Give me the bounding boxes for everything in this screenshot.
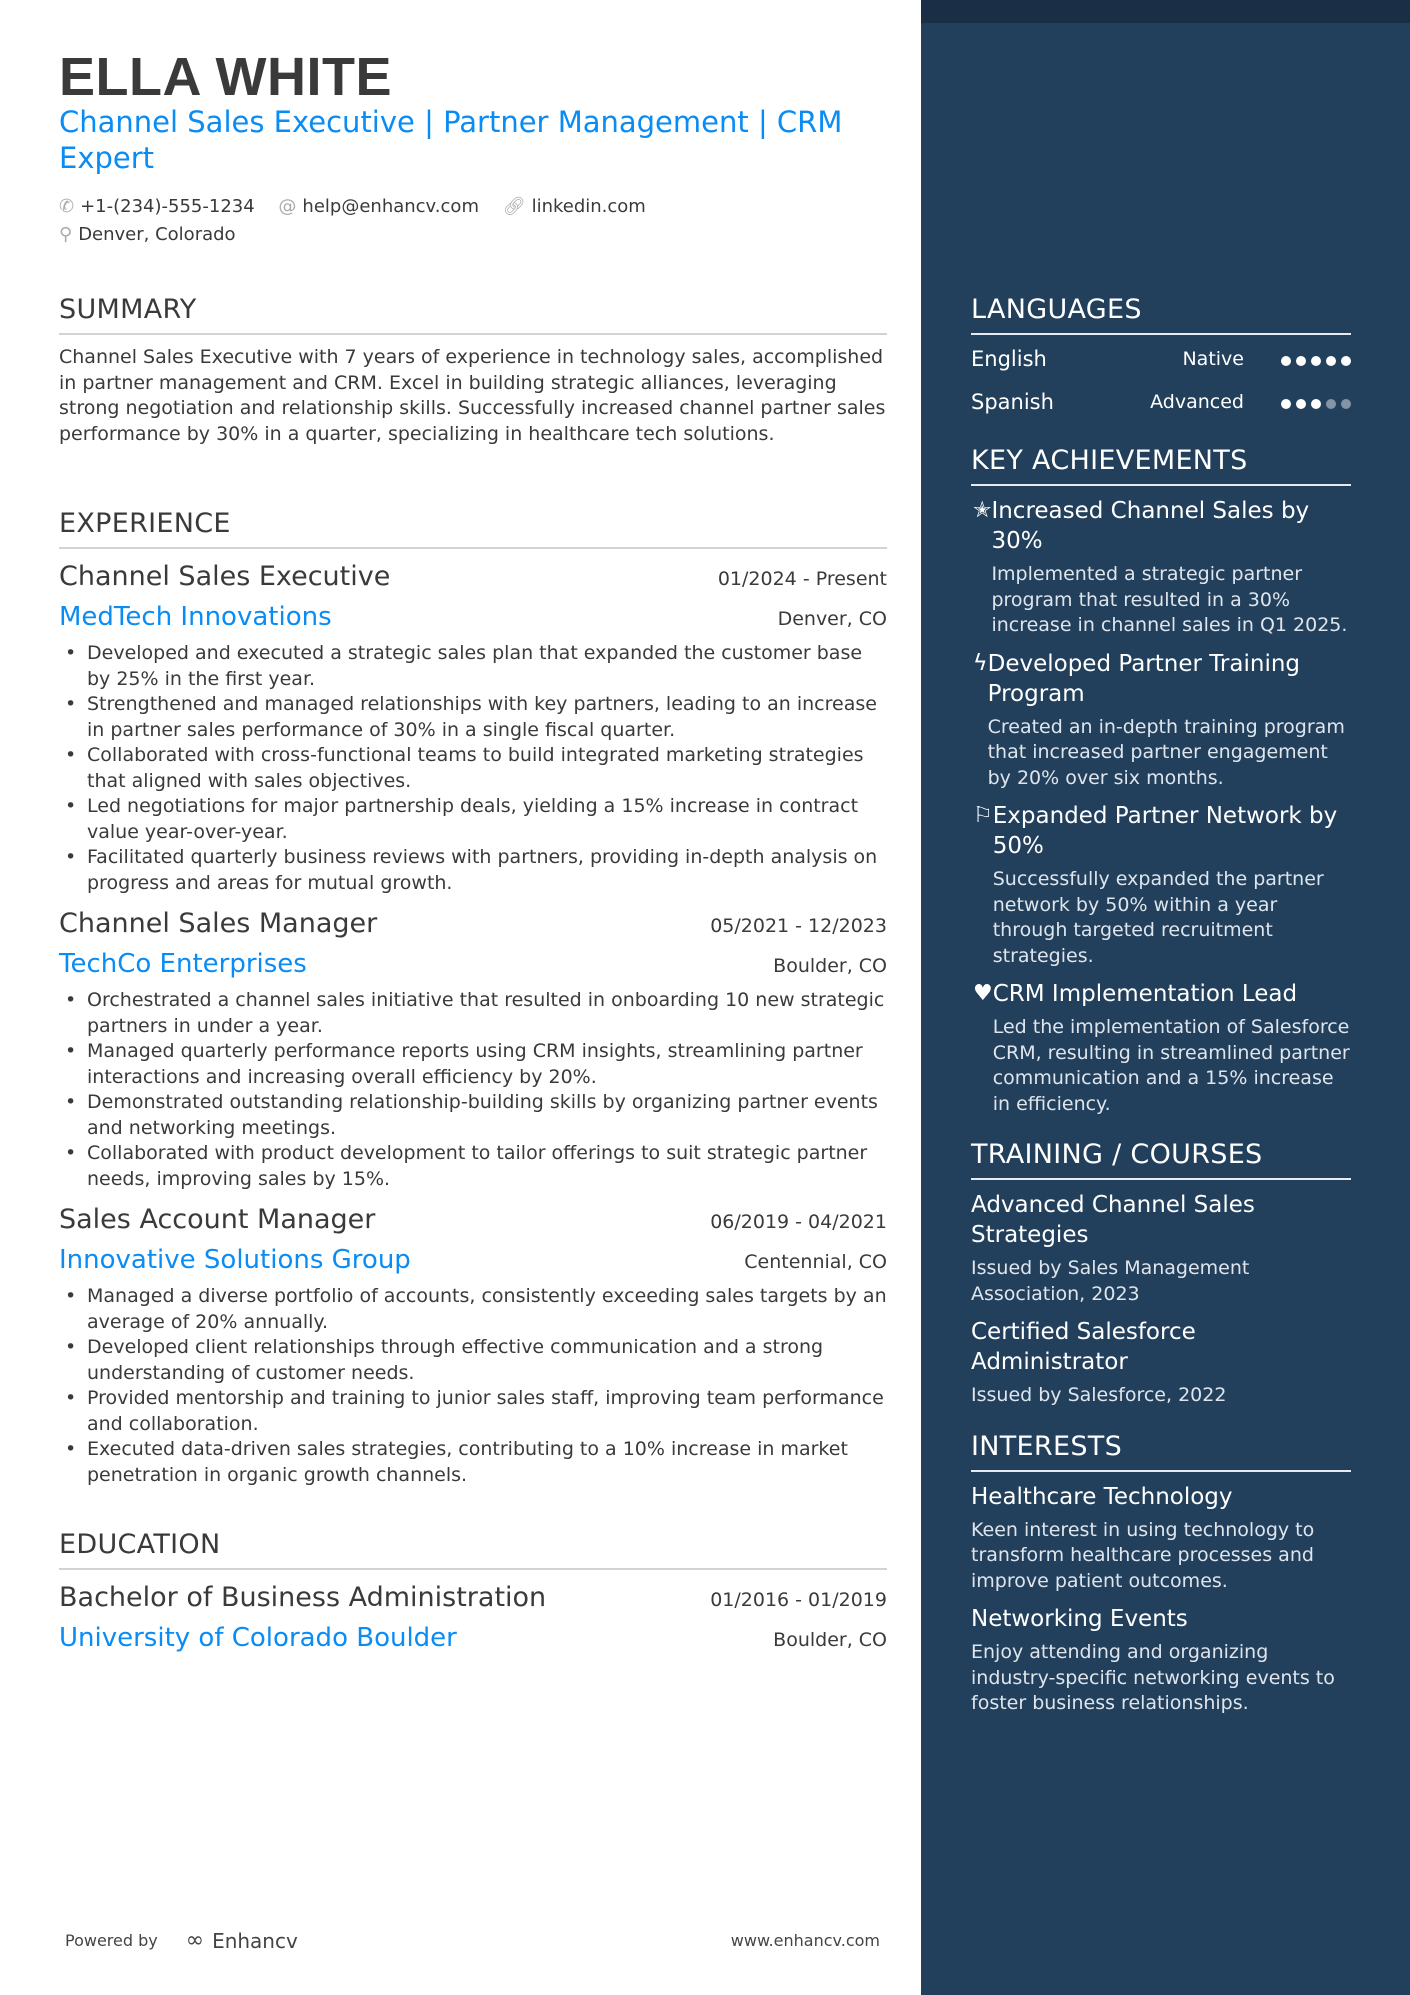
training-item (971, 1317, 1351, 1409)
linkedin[interactable]: linkedin.com (531, 196, 646, 217)
item-desc: Enjoy attending and organizing industry-specific networking events to foster business relationships. (971, 1641, 1335, 1714)
company: TechCo Enterprises (59, 949, 307, 979)
job-title: Sales Account Manager (59, 1204, 376, 1235)
location-pin-icon: ⚲ (59, 224, 73, 245)
achievement-item (971, 496, 1351, 639)
contact-info (59, 193, 664, 249)
language-level: Advanced (1150, 390, 1244, 413)
section-heading: SUMMARY (59, 294, 887, 335)
job-dates: 06/2019 - 04/2021 (710, 1211, 887, 1233)
bullet: • Demonstrated outstanding relationship-building skills by organizing partner events and networking meetings. (59, 1090, 887, 1141)
achievement-title: Increased Channel Sales by 30% (991, 498, 1310, 554)
achievement-desc: Implemented a strategic partner program that resulted in a 30% increase in channel sales in Q1 2025. (991, 563, 1348, 636)
at-icon: @ (278, 196, 297, 217)
education-dates: 01/2016 - 01/2019 (710, 1589, 887, 1611)
interests-item (971, 1604, 1351, 1717)
language-item (971, 337, 1351, 380)
achievement-item (971, 649, 1351, 792)
job-location: Boulder, CO (773, 955, 887, 977)
link-icon: 🔗︎ (502, 196, 526, 217)
education-location: Boulder, CO (773, 1629, 887, 1651)
dot (1341, 356, 1351, 366)
achievement-title: CRM Implementation Lead (992, 981, 1298, 1007)
section-heading: KEY ACHIEVEMENTS (971, 445, 1351, 486)
achievement-title: Expanded Partner Network by 50% (992, 803, 1338, 859)
bullet: • Managed a diverse portfolio of accounts, consistently exceeding sales targets by an average of 20% annually. (59, 1284, 887, 1335)
interests-item (971, 1482, 1351, 1595)
location: Denver, Colorado (78, 224, 236, 245)
bullet: • Managed quarterly performance reports using CRM insights, streamlining partner interactions and increasing overall efficiency by 20%. (59, 1039, 887, 1090)
bullet: • Executed data-driven sales strategies, contributing to a 10% increase in market penetration in organic growth channels. (59, 1437, 887, 1488)
bullet: • Orchestrated a channel sales initiative that resulted in onboarding 10 new strategic partners in under a year. (59, 988, 887, 1039)
achievement-desc: Led the implementation of Salesforce CRM, resulting in streamlined partner communication and a 15% increase in efficiency. (992, 1016, 1350, 1115)
job-location: Denver, CO (777, 608, 887, 630)
degree: Bachelor of Business Administration (59, 1582, 547, 1613)
footer (65, 1928, 880, 1953)
sidebar (921, 0, 1410, 1995)
dot (1281, 399, 1291, 409)
item-title: Advanced Channel Sales Strategies (971, 1192, 1255, 1248)
achievement-item (971, 801, 1351, 969)
school: University of Colorado Boulder (59, 1623, 457, 1653)
phone-icon: ✆ (59, 196, 75, 217)
job-dates: 05/2021 - 12/2023 (710, 915, 887, 937)
bullet: • Developed and executed a strategic sales plan that expanded the customer base by 25% in the first year. (59, 641, 887, 692)
dot (1296, 356, 1306, 366)
item-desc: Issued by Sales Management Association, 2023 (971, 1257, 1250, 1305)
summary-section (59, 294, 887, 447)
phone: +1-(234)-555-1234 (80, 196, 255, 217)
job-entry (59, 1200, 887, 1488)
dot (1326, 356, 1336, 366)
headline: Channel Sales Executive | Partner Management | CRM Expert (59, 105, 843, 175)
achievement-desc: Created an in-depth training program that increased partner engagement by 20% over six months. (987, 715, 1345, 789)
dot (1296, 399, 1306, 409)
company: Innovative Solutions Group (59, 1245, 411, 1275)
item-title: Networking Events (971, 1606, 1188, 1632)
summary-text: Channel Sales Executive with 7 years of experience in technology sales, accomplished in partner management and CRM. Excel in building strategic alliances, leveraging strong negotiation and relationship skills. Successfully increased channel partner sales performance by 30% in a quarter, specializing in healthcare tech solutions. (59, 346, 886, 445)
bullet: • Collaborated with cross-functional teams to build integrated marketing strategies that aligned with sales objectives. (59, 743, 887, 794)
company: MedTech Innovations (59, 602, 332, 632)
item-title: Certified Salesforce Administrator (971, 1319, 1196, 1375)
candidate-name: ELLA WHITE (59, 47, 392, 107)
bullet: • Led negotiations for major partnership deals, yielding a 15% increase in contract value year-over-year. (59, 794, 887, 845)
language-item (971, 380, 1351, 423)
item-title: Healthcare Technology (971, 1483, 1233, 1510)
achievement-title: Developed Partner Training Program (987, 650, 1301, 707)
dot (1326, 399, 1336, 409)
bullet: • Facilitated quarterly business reviews with partners, providing in-depth analysis on progress and areas for mutual growth. (59, 845, 887, 896)
proficiency-dots (1276, 390, 1351, 414)
bolt-icon: ϟ (973, 650, 988, 676)
bullet: • Developed client relationships through effective communication and a strong understanding of customer needs. (59, 1335, 887, 1386)
item-desc: Issued by Salesforce, 2022 (971, 1384, 1227, 1406)
job-location: Centennial, CO (744, 1251, 887, 1273)
dot (1341, 399, 1351, 409)
bullet: • Strengthened and managed relationships with key partners, leading to an increase in partner sales performance of 30% in a single fiscal quarter. (59, 692, 887, 743)
powered-by: Powered by (65, 1931, 158, 1950)
section-heading: TRAINING / COURSES (971, 1139, 1351, 1180)
experience-section (59, 508, 887, 1488)
language-level: Native (1182, 347, 1244, 370)
flag-icon: ⚐ (973, 803, 993, 828)
website-link[interactable]: www.enhancv.com (730, 1931, 880, 1950)
job-entry (59, 904, 887, 1192)
section-heading: LANGUAGES (971, 294, 1351, 335)
languages-section (971, 294, 1351, 1717)
star-icon: ✭ (973, 498, 992, 523)
section-heading: EDUCATION (59, 1529, 887, 1570)
language-name: English (971, 346, 1047, 371)
dot (1311, 356, 1321, 366)
language-name: Spanish (971, 389, 1054, 414)
bullet: • Provided mentorship and training to junior sales staff, improving team performance and collaboration. (59, 1386, 887, 1437)
dot (1311, 399, 1321, 409)
brand: Enhancv (212, 1928, 298, 1953)
education-section (59, 1529, 887, 1658)
email[interactable]: help@enhancv.com (302, 196, 479, 217)
job-entry (59, 557, 887, 896)
enhancv-logo-icon: ∞ (185, 1928, 205, 1953)
heart-icon: ♥ (973, 981, 993, 1006)
bullet: • Collaborated with product development to tailor offerings to suit strategic partner needs, improving sales by 15%. (59, 1141, 887, 1192)
sidebar-top-band (921, 0, 1410, 23)
achievement-desc: Successfully expanded the partner network by 50% within a year through targeted recruitment strategies. (992, 868, 1324, 967)
job-title: Channel Sales Manager (59, 908, 378, 939)
training-item (971, 1190, 1351, 1307)
dot (1281, 356, 1291, 366)
job-dates: 01/2024 - Present (717, 568, 887, 590)
item-desc: Keen interest in using technology to transform healthcare processes and improve patient outcomes. (971, 1518, 1315, 1592)
section-heading: INTERESTS (971, 1431, 1351, 1472)
section-heading: EXPERIENCE (59, 508, 887, 549)
achievement-item (971, 979, 1351, 1117)
job-title: Channel Sales Executive (59, 561, 391, 592)
proficiency-dots (1276, 347, 1351, 371)
